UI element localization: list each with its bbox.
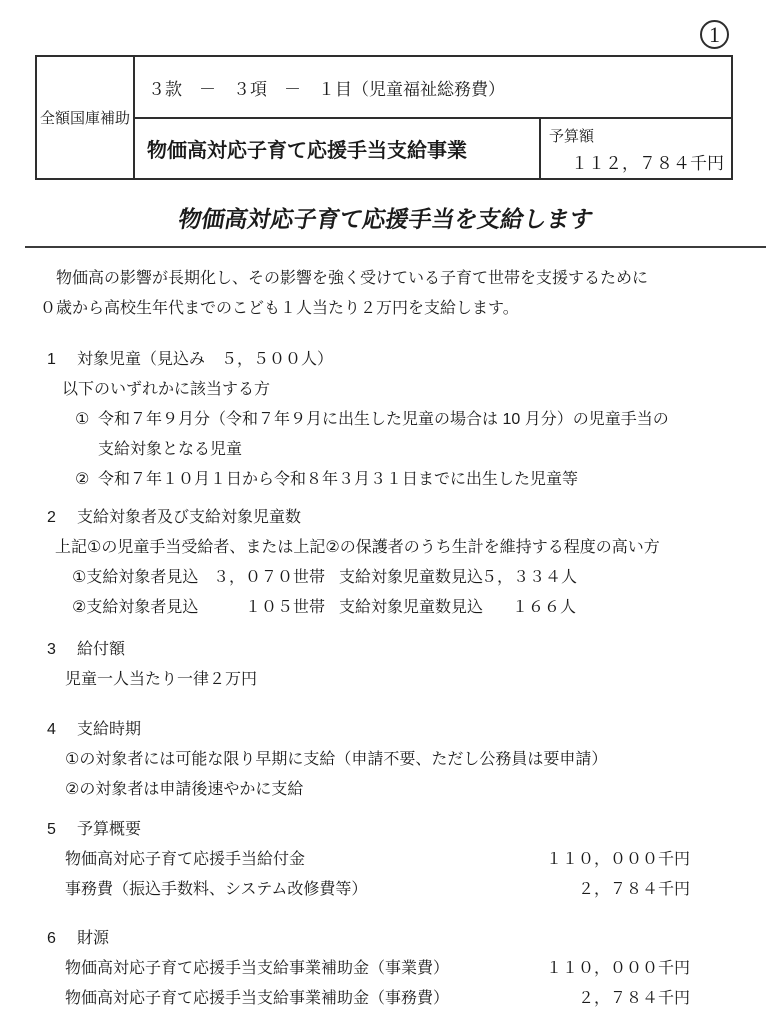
title-divider-rule	[25, 246, 766, 248]
subsidy-label: 全額国庫補助	[39, 110, 130, 127]
section-1-item-2	[40, 465, 736, 495]
budget-cell	[539, 119, 731, 178]
section-2-number: 2	[47, 509, 56, 526]
recipients-row-1-label: ①支給対象者見込	[72, 569, 199, 586]
header-table-right	[135, 57, 731, 178]
funding-row-1-amount: １１０，０００千円	[545, 960, 690, 977]
section-3-heading	[40, 635, 736, 665]
recipients-row-2-households: １０５世帯	[244, 599, 325, 616]
circled-page-number	[700, 20, 729, 49]
section-3-heading-text: 給付額	[77, 641, 126, 658]
section-4-number: 4	[47, 721, 56, 738]
section-1-heading	[40, 345, 736, 375]
section-3-number: 3	[47, 641, 56, 658]
section-benefit-amount	[40, 635, 736, 695]
section-target-children	[40, 345, 736, 495]
recipients-row-2-children: １６６人	[511, 599, 576, 616]
section-2-lead: 上記①の児童手当受給者、または上記②の保護者のうち生計を維持する程度の高い方	[55, 539, 660, 556]
budget-row-1-label: 物価高対応子育て応援手当給付金	[65, 851, 306, 868]
funding-row-1-label: 物価高対応子育て応援手当支給事業補助金（事業費）	[65, 960, 450, 977]
document-title	[0, 201, 771, 234]
budget-row-2-label: 事務費（振込手数料、システム改修費等）	[65, 881, 368, 898]
recipients-row-2-children-label: 支給対象児童数見込	[339, 599, 484, 616]
section-5-heading-text: 予算概要	[77, 821, 142, 838]
header-table	[35, 55, 733, 180]
section-1-number: 1	[47, 351, 56, 368]
header-table-bottom-row	[135, 117, 731, 178]
section-4-line-1: ①の対象者には可能な限り早期に支給（申請不要、ただし公務員は要申請）	[65, 751, 608, 768]
funding-row-2-amount: ２，７８４千円	[577, 990, 690, 1007]
recipients-row-1-households: ３，０７０世帯	[212, 569, 325, 586]
section-6-heading	[40, 924, 736, 954]
section-6-number: 6	[47, 930, 56, 947]
intro-line-2: ０歳から高校生年代までのこども１人当たり２万円を支給します。	[40, 300, 519, 317]
section-5-heading	[40, 815, 736, 845]
recipients-row-2-label: ②支給対象者見込	[72, 599, 199, 616]
section-funding-source	[40, 924, 736, 1014]
intro-line-1: 物価高の影響が長期化し、その影響を強く受けている子育て世帯を支援するために	[40, 270, 649, 287]
project-name: 物価高対応子育て応援手当支給事業	[147, 140, 467, 162]
budget-label: 予算額	[549, 128, 595, 145]
section-1-item-2-text: 令和７年１０月１日から令和８年３月３１日までに出生した児童等	[98, 471, 579, 488]
funding-row-1	[40, 954, 736, 984]
section-2-heading-text: 支給対象者及び支給対象児童数	[77, 509, 302, 526]
circled-2-marker: ②	[75, 471, 90, 488]
section-1-heading-text: 対象児童（見込み ５，５００人）	[77, 351, 334, 368]
section-5-number: 5	[47, 821, 56, 838]
account-line: ３款 － ３項 － １目（児童福祉総務費）	[148, 79, 505, 99]
budget-row-1	[40, 845, 736, 875]
budget-row-2-amount: ２，７８４千円	[577, 881, 690, 898]
section-2-heading	[40, 503, 736, 533]
section-3-body: 児童一人当たり一律２万円	[65, 671, 258, 688]
recipients-row-1-children: ５，３３４人	[481, 569, 578, 586]
account-line-cell	[135, 57, 731, 117]
recipients-row-1-children-label: 支給対象児童数見込	[339, 569, 484, 586]
recipients-row-2	[40, 593, 736, 623]
section-4-line-2: ②の対象者は申請後速やかに支給	[65, 781, 304, 798]
section-6-heading-text: 財源	[77, 930, 110, 947]
section-1-item-1-text: 令和７年９月分（令和７年９月に出生した児童の場合は 10 月分）の児童手当の	[98, 411, 669, 428]
recipients-row-1	[40, 563, 736, 593]
section-4-heading-text: 支給時期	[77, 721, 142, 738]
budget-row-1-amount: １１０，０００千円	[545, 851, 690, 868]
section-1-item-1-continuation: 支給対象となる児童	[98, 441, 243, 458]
section-1-item-1	[40, 405, 736, 435]
section-4-heading	[40, 715, 736, 745]
budget-row-2	[40, 875, 736, 905]
funding-row-2	[40, 984, 736, 1014]
page-number-digit: 1	[709, 21, 720, 47]
section-recipients	[40, 503, 736, 623]
budget-amount: １１２，７８４千円	[571, 154, 724, 173]
project-name-cell	[135, 119, 539, 178]
document-body	[40, 264, 736, 1014]
section-payment-timing	[40, 715, 736, 805]
funding-row-2-label: 物価高対応子育て応援手当支給事業補助金（事務費）	[65, 990, 450, 1007]
section-budget-overview	[40, 815, 736, 905]
subsidy-cell	[37, 57, 135, 178]
section-1-lead: 以下のいずれかに該当する方	[62, 381, 271, 398]
document-title-text: 物価高対応子育て応援手当を支給します	[175, 206, 595, 232]
circled-1-marker: ①	[75, 411, 90, 428]
